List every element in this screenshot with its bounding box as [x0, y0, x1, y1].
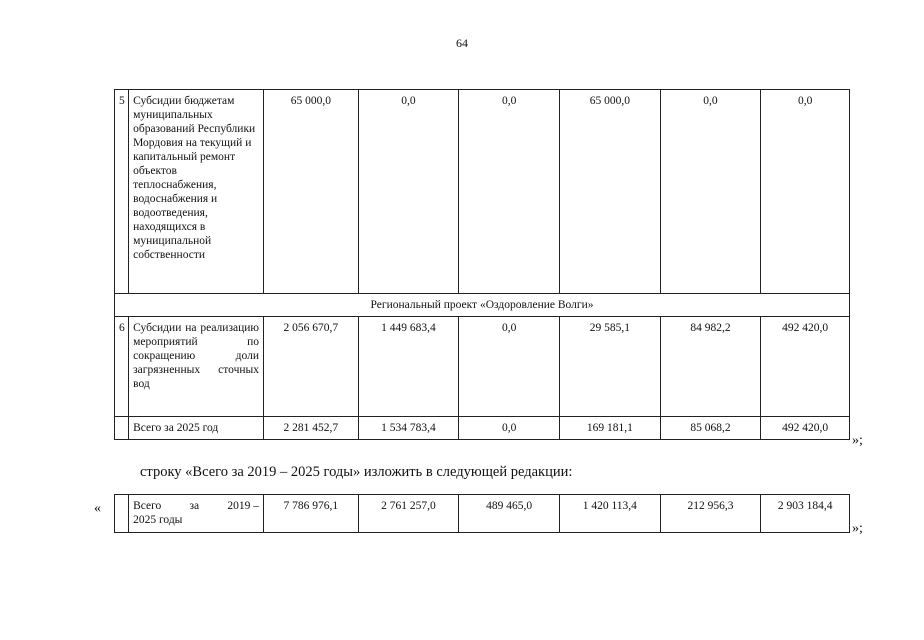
closing-quote: »; — [852, 521, 863, 536]
value-cell: 1 534 783,4 — [358, 417, 459, 440]
page-number: 64 — [456, 36, 468, 50]
row-description — [129, 495, 264, 533]
row-index: 6 — [115, 317, 129, 417]
description-word: за — [189, 500, 200, 512]
grand-total-row — [115, 495, 850, 533]
value-cell: 1 449 683,4 — [358, 317, 459, 417]
value-cell: 0,0 — [459, 90, 560, 294]
value-cell: 0,0 — [660, 90, 761, 294]
value-cell: 169 181,1 — [559, 417, 660, 440]
value-cell: 2 056 670,7 — [264, 317, 359, 417]
value-cell: 1 420 113,4 — [559, 495, 660, 533]
value-cell: 489 465,0 — [459, 495, 560, 533]
value-cell: 0,0 — [459, 417, 560, 440]
value-cell: 65 000,0 — [264, 90, 359, 294]
row-index-empty — [115, 417, 129, 440]
description-word: Всего — [133, 500, 162, 512]
instruction-text: строку «Всего за 2019 – 2025 годы» изложить в следующей редакции: — [140, 464, 573, 480]
value-cell: 65 000,0 — [559, 90, 660, 294]
value-cell: 212 956,3 — [660, 495, 761, 533]
row-description: Всего за 2025 год — [129, 417, 264, 440]
total-row — [115, 417, 850, 440]
row-index-empty — [115, 495, 129, 533]
value-cell: 2 761 257,0 — [358, 495, 459, 533]
description-line-1 — [133, 499, 259, 513]
section-title: Региональный проект «Оздоровление Волги» — [115, 294, 850, 317]
value-cell: 0,0 — [459, 317, 560, 417]
description-word: 2019 – — [227, 500, 259, 512]
row-description: Субсидии бюджетам муниципальных образований Республики Мордовия на текущий и капитальный ремонт объектов теплоснабжения, водоснабжения и водоотведения, находящихся в муниципальной собственности — [129, 90, 264, 294]
value-cell: 7 786 976,1 — [264, 495, 359, 533]
grand-total-table — [114, 494, 850, 533]
description-line-2: 2025 годы — [133, 514, 183, 526]
value-cell: 85 068,2 — [660, 417, 761, 440]
table-row — [115, 90, 850, 294]
row-index: 5 — [115, 90, 129, 294]
budget-table — [114, 89, 850, 440]
opening-quote: « — [94, 501, 101, 516]
value-cell: 0,0 — [761, 90, 850, 294]
table-row — [115, 317, 850, 417]
row-description: Субсидии на реализацию мероприятий по сокращению доли загрязненных сточных вод — [129, 317, 264, 417]
value-cell: 2 903 184,4 — [761, 495, 850, 533]
value-cell: 29 585,1 — [559, 317, 660, 417]
value-cell: 492 420,0 — [761, 417, 850, 440]
value-cell: 0,0 — [358, 90, 459, 294]
section-row — [115, 294, 850, 317]
closing-quote: »; — [852, 433, 863, 448]
value-cell: 84 982,2 — [660, 317, 761, 417]
value-cell: 2 281 452,7 — [264, 417, 359, 440]
value-cell: 492 420,0 — [761, 317, 850, 417]
